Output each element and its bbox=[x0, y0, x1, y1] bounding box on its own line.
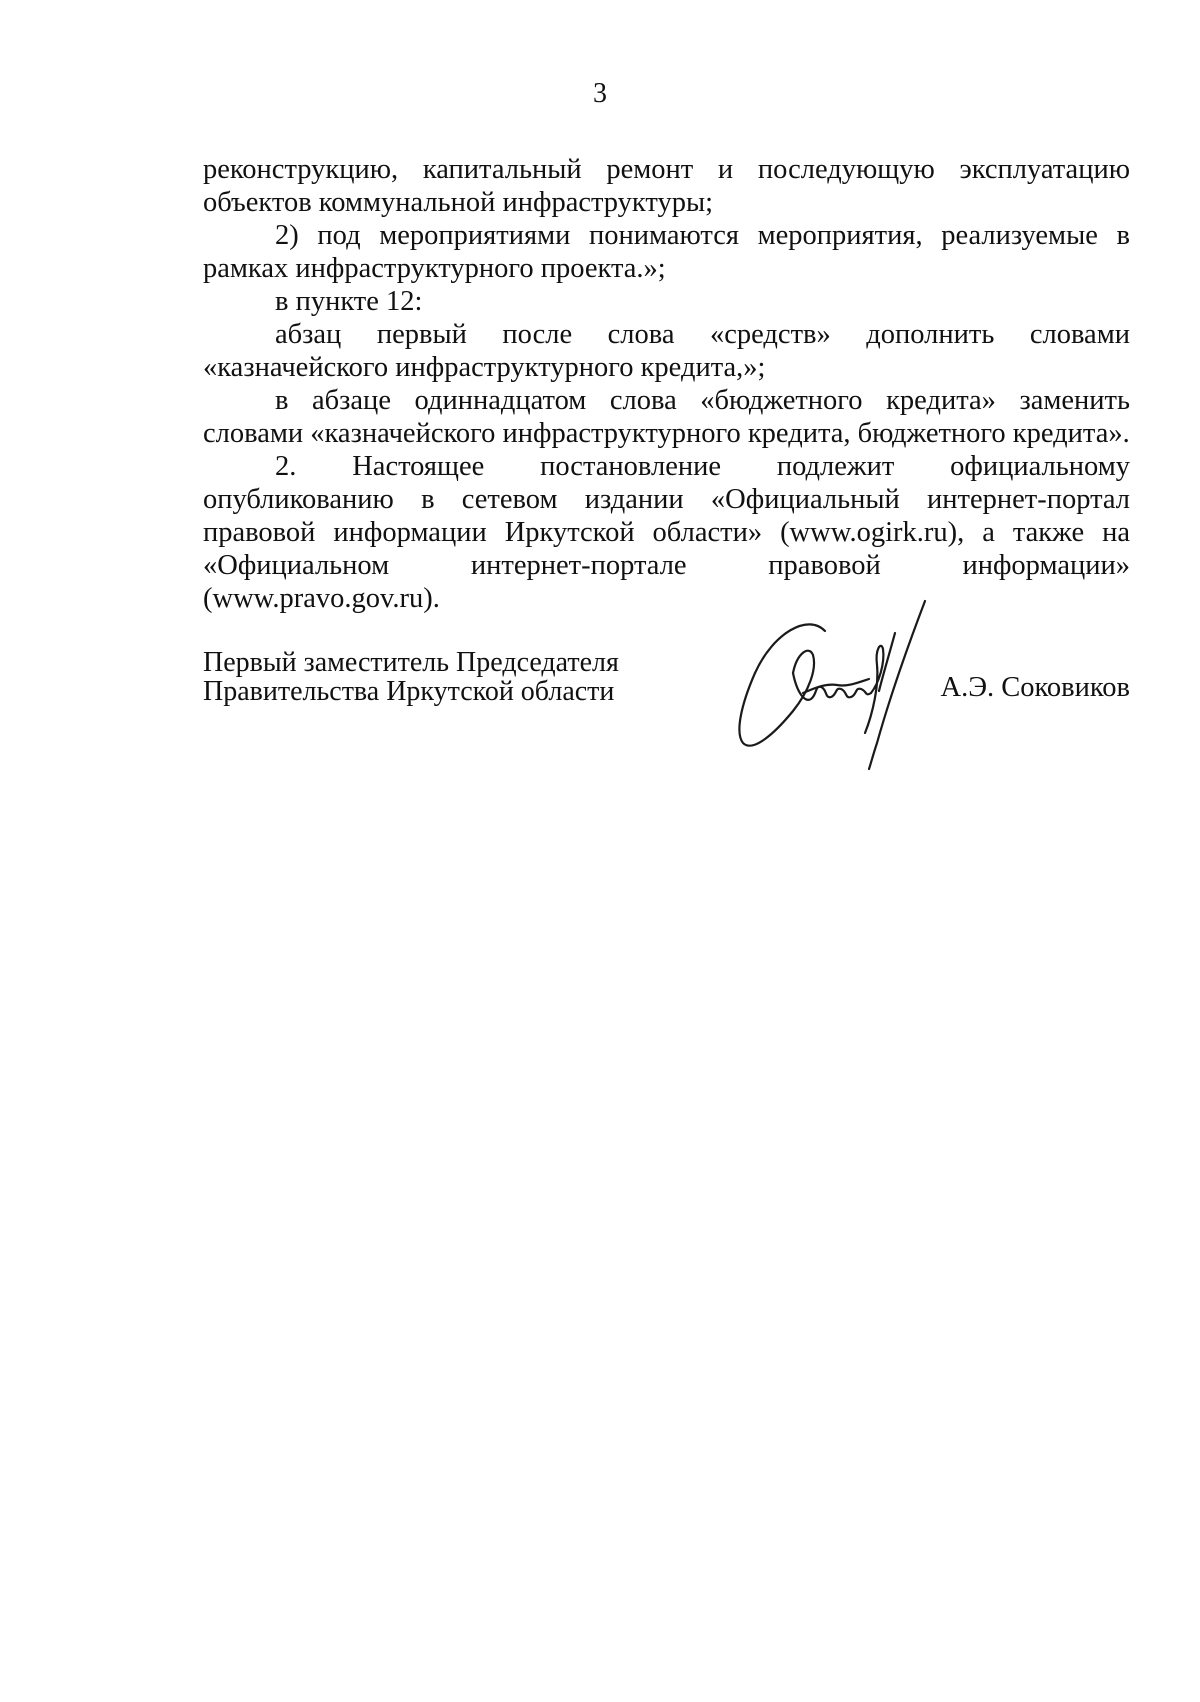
handwritten-signature bbox=[713, 593, 953, 793]
signature-block bbox=[203, 648, 1130, 778]
signer-title bbox=[203, 648, 619, 706]
signer-title-line-2: Правительства Иркутской области bbox=[203, 676, 615, 707]
paragraph-point-12: в пункте 12: bbox=[275, 286, 423, 317]
paragraph-continuation: реконструкцию, капитальный ремонт и последующую эксплуатацию объектов коммунальной инфраструктуры; bbox=[203, 154, 1130, 218]
paragraph-eleventh-abzac: в абзаце одиннадцатом слова «бюджетного кредита» заменить словами «казначейского инфраструктурного кредита, бюджетного кредита». bbox=[203, 385, 1130, 449]
page-number: 3 bbox=[593, 78, 607, 109]
document-body bbox=[203, 153, 1130, 615]
paragraph-publication: 2. Настоящее постановление подлежит официальному опубликованию в сетевом издании «Официальный интернет-портал правовой информации Иркутской области» (www.ogirk.ru), а также на «Официальном интернет-портале правовой информации» (www.pravo.gov.ru). bbox=[203, 451, 1130, 614]
signer-title-line-1: Первый заместитель Председателя bbox=[203, 647, 619, 678]
signer-name: А.Э. Соковиков bbox=[940, 672, 1130, 703]
paragraph-subitem-2: 2) под мероприятиями понимаются мероприятия, реализуемые в рамках инфраструктурного проекта.»; bbox=[203, 220, 1130, 284]
paragraph-first-abzac: абзац первый после слова «средств» дополнить словами «казначейского инфраструктурного кредита,»; bbox=[203, 319, 1130, 383]
